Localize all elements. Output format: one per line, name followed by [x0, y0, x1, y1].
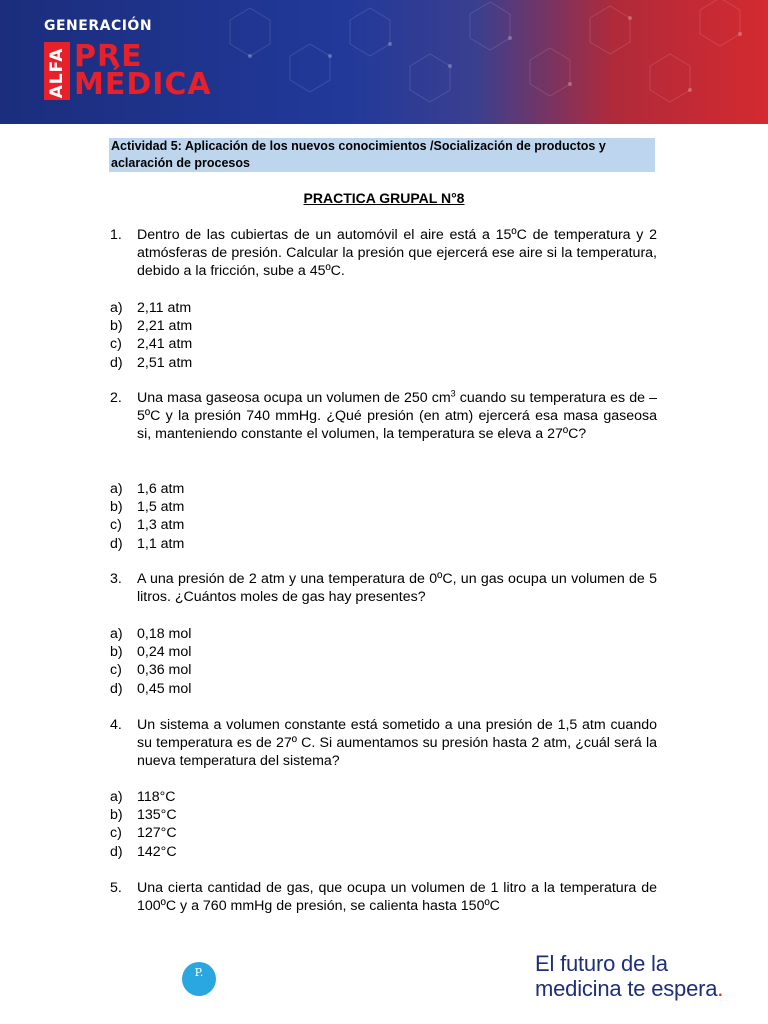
question-text-part: Una masa gaseosa ocupa un volumen de 250 cm [137, 390, 451, 406]
option-item [110, 535, 410, 553]
option-value: 0,45 mol [137, 680, 192, 697]
option-value: 0,18 mol [137, 626, 192, 642]
option-value: 118°C [137, 789, 176, 805]
page-title: PRACTICA GRUPAL N°8 [303, 190, 465, 206]
activity-heading: Actividad 5: Aplicación de los nuevos conocimientos /Socialización de productos y aclaración de procesos [109, 138, 655, 172]
question-text-part: cuando su temperatura es de –5ºC y la presión 740 mmHg. ¿Qué presión (en atm) ejercerá esa masa gaseosa si, manteniendo constante el volumen, la temperatura se eleva a 27ºC? [137, 390, 657, 443]
option-value: 1,3 atm [137, 517, 185, 534]
question-text: A una presión de 2 atm y una temperatura de 0ºC, un gas ocupa un volumen de 5 litros. ¿Cuántos moles de gas hay presentes? [137, 571, 657, 606]
option-item [110, 498, 410, 516]
logo-pre-text: PRE [74, 39, 143, 74]
options-q1 [110, 299, 410, 372]
option-value: 135°C [137, 807, 177, 824]
tagline-dot: . [717, 976, 724, 1001]
option-letter: b) [110, 644, 123, 661]
option-letter: a) [110, 626, 123, 642]
option-item [110, 299, 410, 317]
option-letter: d) [110, 354, 123, 371]
option-item [110, 680, 410, 698]
option-item [110, 480, 410, 498]
header-banner [0, 0, 768, 124]
option-item [110, 516, 410, 534]
tagline-line-1: El futuro de la [535, 951, 668, 976]
question-text: Dentro de las cubiertas de un automóvil el aire está a 15ºC de temperatura y 2 atmósferas de presión. Calcular la presión que ejercerá ese aire si la temperatura, debido a la fricción, sube a 45ºC. [137, 227, 657, 280]
option-item [110, 843, 410, 861]
question-text: Una cierta cantidad de gas, que ocupa un volumen de 1 litro a la temperatura de 100ºC y a 760 mmHg de presión, se calienta hasta 150ºC [137, 880, 657, 915]
question-number: 1. [110, 227, 122, 243]
option-value: 2,41 atm [137, 336, 193, 353]
question-2 [110, 389, 657, 444]
option-value: 127°C [137, 825, 177, 842]
option-value: 0,36 mol [137, 662, 192, 679]
options-q2 [110, 480, 410, 553]
question-number: 5. [110, 880, 122, 896]
option-item [110, 354, 410, 372]
page-number-badge: P. [182, 962, 216, 996]
option-letter: a) [110, 789, 123, 805]
option-item [110, 806, 410, 824]
option-value: 1,5 atm [137, 499, 185, 516]
question-3 [110, 570, 657, 606]
logo-medica-text: MÉDICA [74, 67, 212, 102]
option-letter: c) [110, 336, 122, 353]
option-letter: c) [110, 825, 122, 842]
option-letter: d) [110, 680, 123, 697]
tagline-line-2 [535, 976, 765, 1001]
option-letter: a) [110, 300, 123, 316]
option-letter: c) [110, 662, 122, 679]
tagline-line-2-text: medicina te espera [535, 976, 718, 1001]
option-value: 142°C [137, 843, 177, 860]
option-item [110, 788, 410, 806]
option-value: 1,1 atm [137, 535, 185, 552]
option-letter: d) [110, 535, 123, 552]
option-letter: c) [110, 517, 122, 534]
question-5 [110, 879, 657, 915]
option-value: 1,6 atm [137, 481, 185, 497]
option-item [110, 643, 410, 661]
logo-alfa-text: ALFA [47, 47, 67, 99]
option-letter: b) [110, 318, 123, 335]
option-item [110, 317, 410, 335]
logo-generacion-text: GENERACIÓN [44, 18, 153, 34]
option-item [110, 625, 410, 643]
question-text: Un sistema a volumen constante está sometido a una presión de 1,5 atm cuando su temperatura es de 27º C. Si aumentamos su presión hasta 2 atm, ¿cuál será la nueva temperatura del sistema? [137, 717, 657, 770]
option-value: 0,24 mol [137, 644, 192, 661]
brand-logo [44, 18, 212, 102]
option-letter: a) [110, 481, 123, 497]
options-q3 [110, 625, 410, 698]
question-1 [110, 226, 657, 281]
option-letter: d) [110, 843, 123, 860]
option-item [110, 335, 410, 353]
option-value: 2,21 atm [137, 318, 193, 335]
question-number: 3. [110, 571, 122, 587]
options-q4 [110, 788, 410, 861]
option-item [110, 824, 410, 842]
option-letter: b) [110, 807, 123, 824]
footer-tagline [535, 951, 765, 1001]
question-number: 4. [110, 717, 122, 733]
question-4 [110, 716, 657, 771]
question-number: 2. [110, 390, 122, 406]
option-letter: b) [110, 499, 123, 516]
question-text [137, 389, 657, 444]
superscript: 3 [450, 388, 456, 399]
option-item [110, 661, 410, 679]
option-value: 2,51 atm [137, 354, 193, 371]
option-value: 2,11 atm [137, 300, 192, 316]
